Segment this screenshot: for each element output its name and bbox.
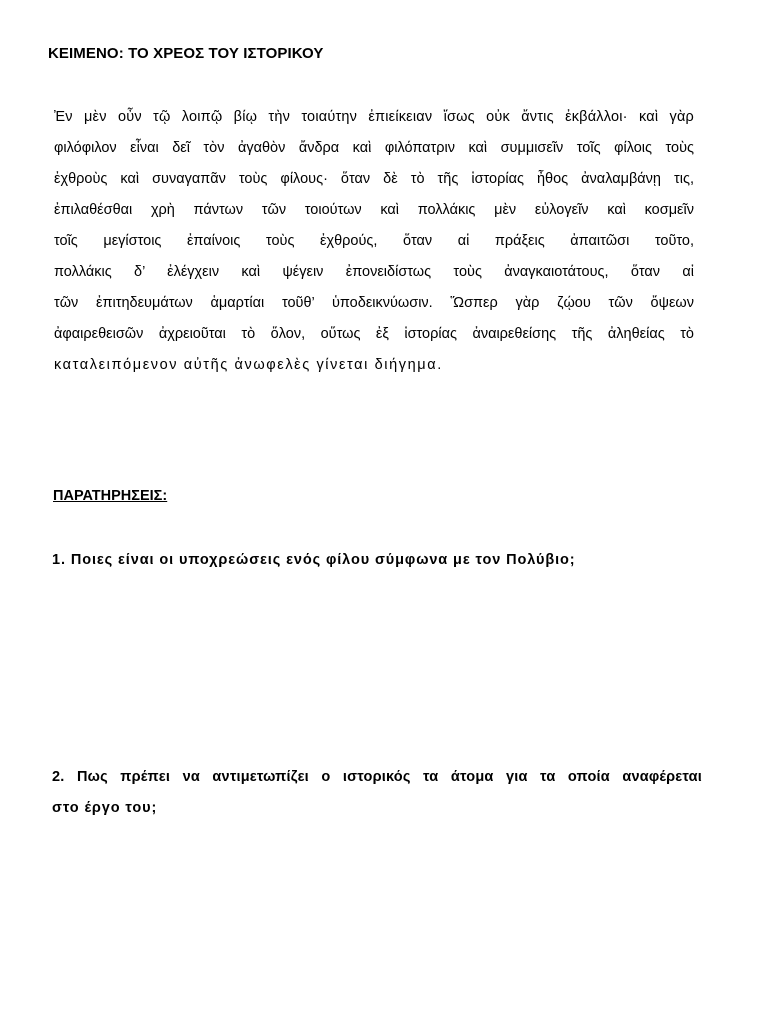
passage-line: ἐχθροὺς καὶ συναγαπᾶν τοὺς φίλους· ὅταν δὲ τὸ τῆς ἱστορίας ἦθος ἀναλαμβάνῃ τις, xyxy=(54,171,694,187)
passage-line: καταλειπόμενον αὐτῆς ἀνωφελὲς γίνεται διήγημα. xyxy=(54,357,443,373)
question-2 xyxy=(52,765,702,827)
question-line: στο έργο του; xyxy=(52,800,158,816)
passage-line: ἐπιλαθέσθαι χρὴ πάντων τῶν τοιούτων καὶ πολλάκις μὲν εὐλογεῖν καὶ κοσμεῖν xyxy=(54,202,694,218)
passage-line: Ἐν μὲν οὖν τῷ λοιπῷ βίῳ τὴν τοιαύτην ἐπιείκειαν ἴσως οὐκ ἄντις ἐκβάλλοι· καὶ γὰρ xyxy=(54,109,694,125)
passage-line: πολλάκις δ’ ἐλέγχειν καὶ ψέγειν ἐπονειδίστως τοὺς ἀναγκαιοτάτους, ὅταν αἱ xyxy=(54,264,694,280)
question-line: 1. Ποιες είναι οι υποχρεώσεις ενός φίλου σύμφωνα με τον Πολύβιο; xyxy=(52,552,576,568)
greek-passage xyxy=(54,105,694,384)
page-title: ΚΕΙΜΕΝΟ: ΤΟ ΧΡΕΟΣ ΤΟΥ ΙΣΤΟΡΙΚΟΥ xyxy=(48,45,324,62)
passage-line: ἀφαιρεθεισῶν ἀχρειοῦται τὸ ὅλον, οὕτως ἐξ ἱστορίας ἀναιρεθείσης τῆς ἀληθείας τὸ xyxy=(54,326,694,342)
question-1 xyxy=(52,548,702,579)
passage-line: φιλόφιλον εἶναι δεῖ τὸν ἀγαθὸν ἄνδρα καὶ φιλόπατριν καὶ συμμισεῖν τοῖς φίλοις τοὺς xyxy=(54,140,694,156)
question-line: 2. Πως πρέπει να αντιμετωπίζει ο ιστορικός τα άτομα για τα οποία αναφέρεται xyxy=(52,769,702,785)
passage-line: τοῖς μεγίστοις ἐπαίνοις τοὺς ἐχθρούς, ὅταν αἱ πράξεις ἀπαιτῶσι τοῦτο, xyxy=(54,233,694,249)
observations-heading: ΠΑΡΑΤΗΡΗΣΕΙΣ: xyxy=(53,488,168,504)
passage-line: τῶν ἐπιτηδευμάτων ἁμαρτίαι τοῦθ’ ὑποδεικνύωσιν. Ὥσπερ γὰρ ζῴου τῶν ὄψεων xyxy=(54,295,694,311)
